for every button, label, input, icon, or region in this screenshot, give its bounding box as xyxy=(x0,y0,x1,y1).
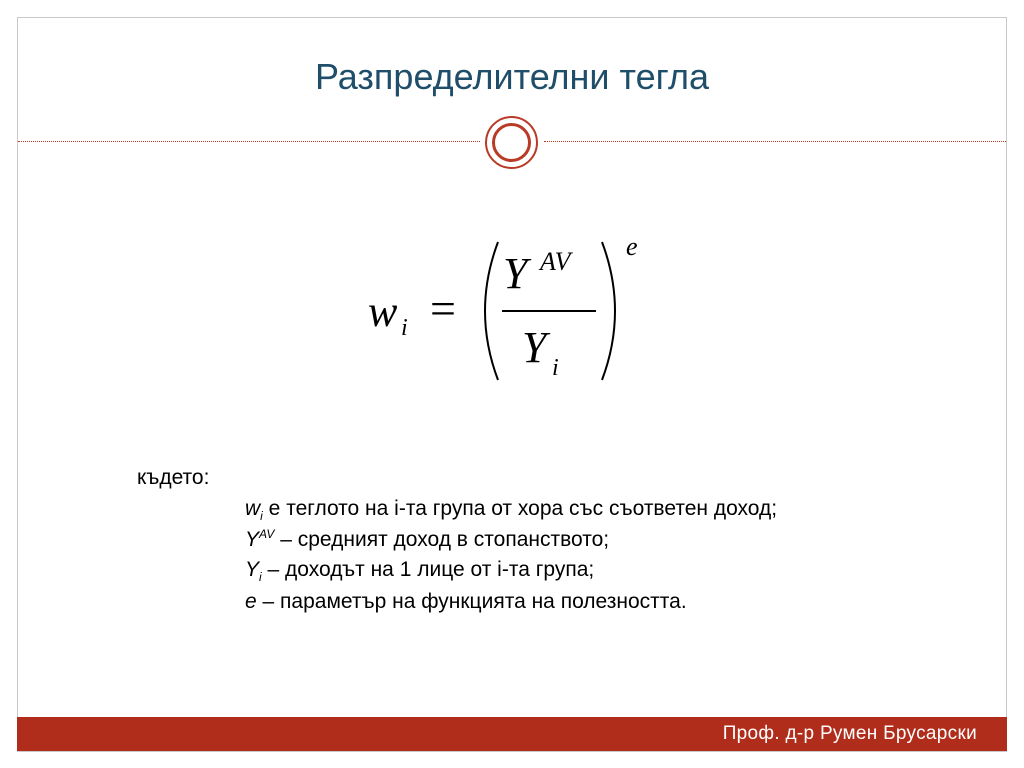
legend-text: е теглото на i-та група от хора със съответен доход; xyxy=(262,497,778,520)
legend-symbol: Y xyxy=(245,558,260,581)
legend-symbol: w xyxy=(245,497,261,520)
legend-intro: където: xyxy=(137,466,210,489)
formula-lhs-sub: i xyxy=(401,315,408,341)
legend-symbol: Y xyxy=(245,528,260,551)
formula-equals: = xyxy=(430,283,456,334)
legend-item xyxy=(245,497,777,523)
slide-title: Разпределителни тегла xyxy=(314,56,709,97)
formula-denominator-sub: i xyxy=(552,355,559,381)
formula-exponent: e xyxy=(626,232,638,261)
legend-text: – средният доход в стопанството; xyxy=(274,528,610,551)
legend-symbol-sup: AV xyxy=(259,527,275,541)
legend-item xyxy=(245,590,687,614)
footer-author: Проф. д-р Румен Брусарски xyxy=(722,723,977,744)
legend-symbol-sub: i xyxy=(259,570,262,585)
legend-item xyxy=(245,558,594,584)
formula-numerator-sup: AV xyxy=(540,247,571,276)
formula-numerator-var: Y xyxy=(503,249,528,298)
footer-bar xyxy=(17,717,1007,751)
formula-denominator-var: Y xyxy=(522,323,547,372)
formula-lhs-var: w xyxy=(368,287,398,336)
legend-text: – параметър на функцията на полезността. xyxy=(256,590,687,613)
legend-text: – доходът на 1 лице от i-та група; xyxy=(261,558,595,581)
legend-symbol: e xyxy=(245,590,257,613)
legend-symbol-sub: i xyxy=(260,509,263,524)
legend-item xyxy=(245,527,609,552)
